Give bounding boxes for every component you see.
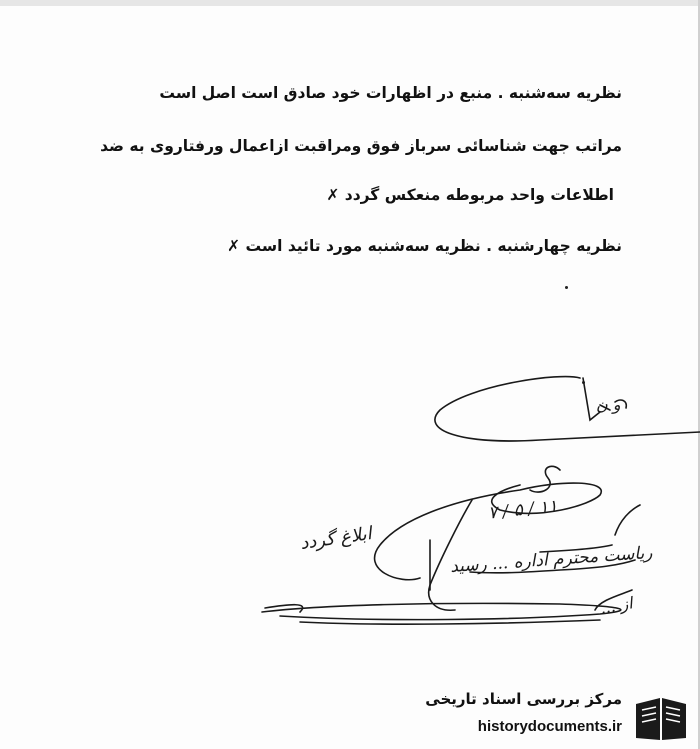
- handwritten-note-top: و ن: [596, 395, 621, 414]
- typed-line-4-text: نظریه چهارشنبه . نظریه سه‌شنبه مورد تائید است: [245, 237, 622, 255]
- handwritten-note-body: ریاست محترم اداره ... رسید: [449, 542, 654, 578]
- typed-line-3: اطلاعات واحد مربوطه منعکس گردد ✗: [326, 186, 614, 204]
- typed-line-2: مراتب جهت شناسائی سرباز فوق ومراقبت ازاعمال ورفتاروی به ضد: [100, 137, 622, 155]
- watermark-title: مرکز بررسی اسناد تاریخی: [425, 690, 622, 708]
- typed-line-4: نظریه چهارشنبه . نظریه سه‌شنبه مورد تائید است ✗: [227, 237, 622, 255]
- history-documents-logo-icon: [630, 694, 692, 744]
- handwritten-note-bottom: از ...: [598, 593, 634, 618]
- watermark-url: historydocuments.ir: [477, 718, 622, 735]
- typed-line-3-text: اطلاعات واحد مربوطه منعکس گردد: [344, 186, 614, 204]
- handwritten-note-right: ابلاغ گردد: [298, 523, 373, 554]
- handwritten-date: ۱۱ / ۵ / ۷: [487, 496, 559, 524]
- typed-line-1: نظریه سه‌شنبه . منبع در اظهارات خود صادق است اصل است: [159, 84, 622, 102]
- watermark: [418, 688, 700, 749]
